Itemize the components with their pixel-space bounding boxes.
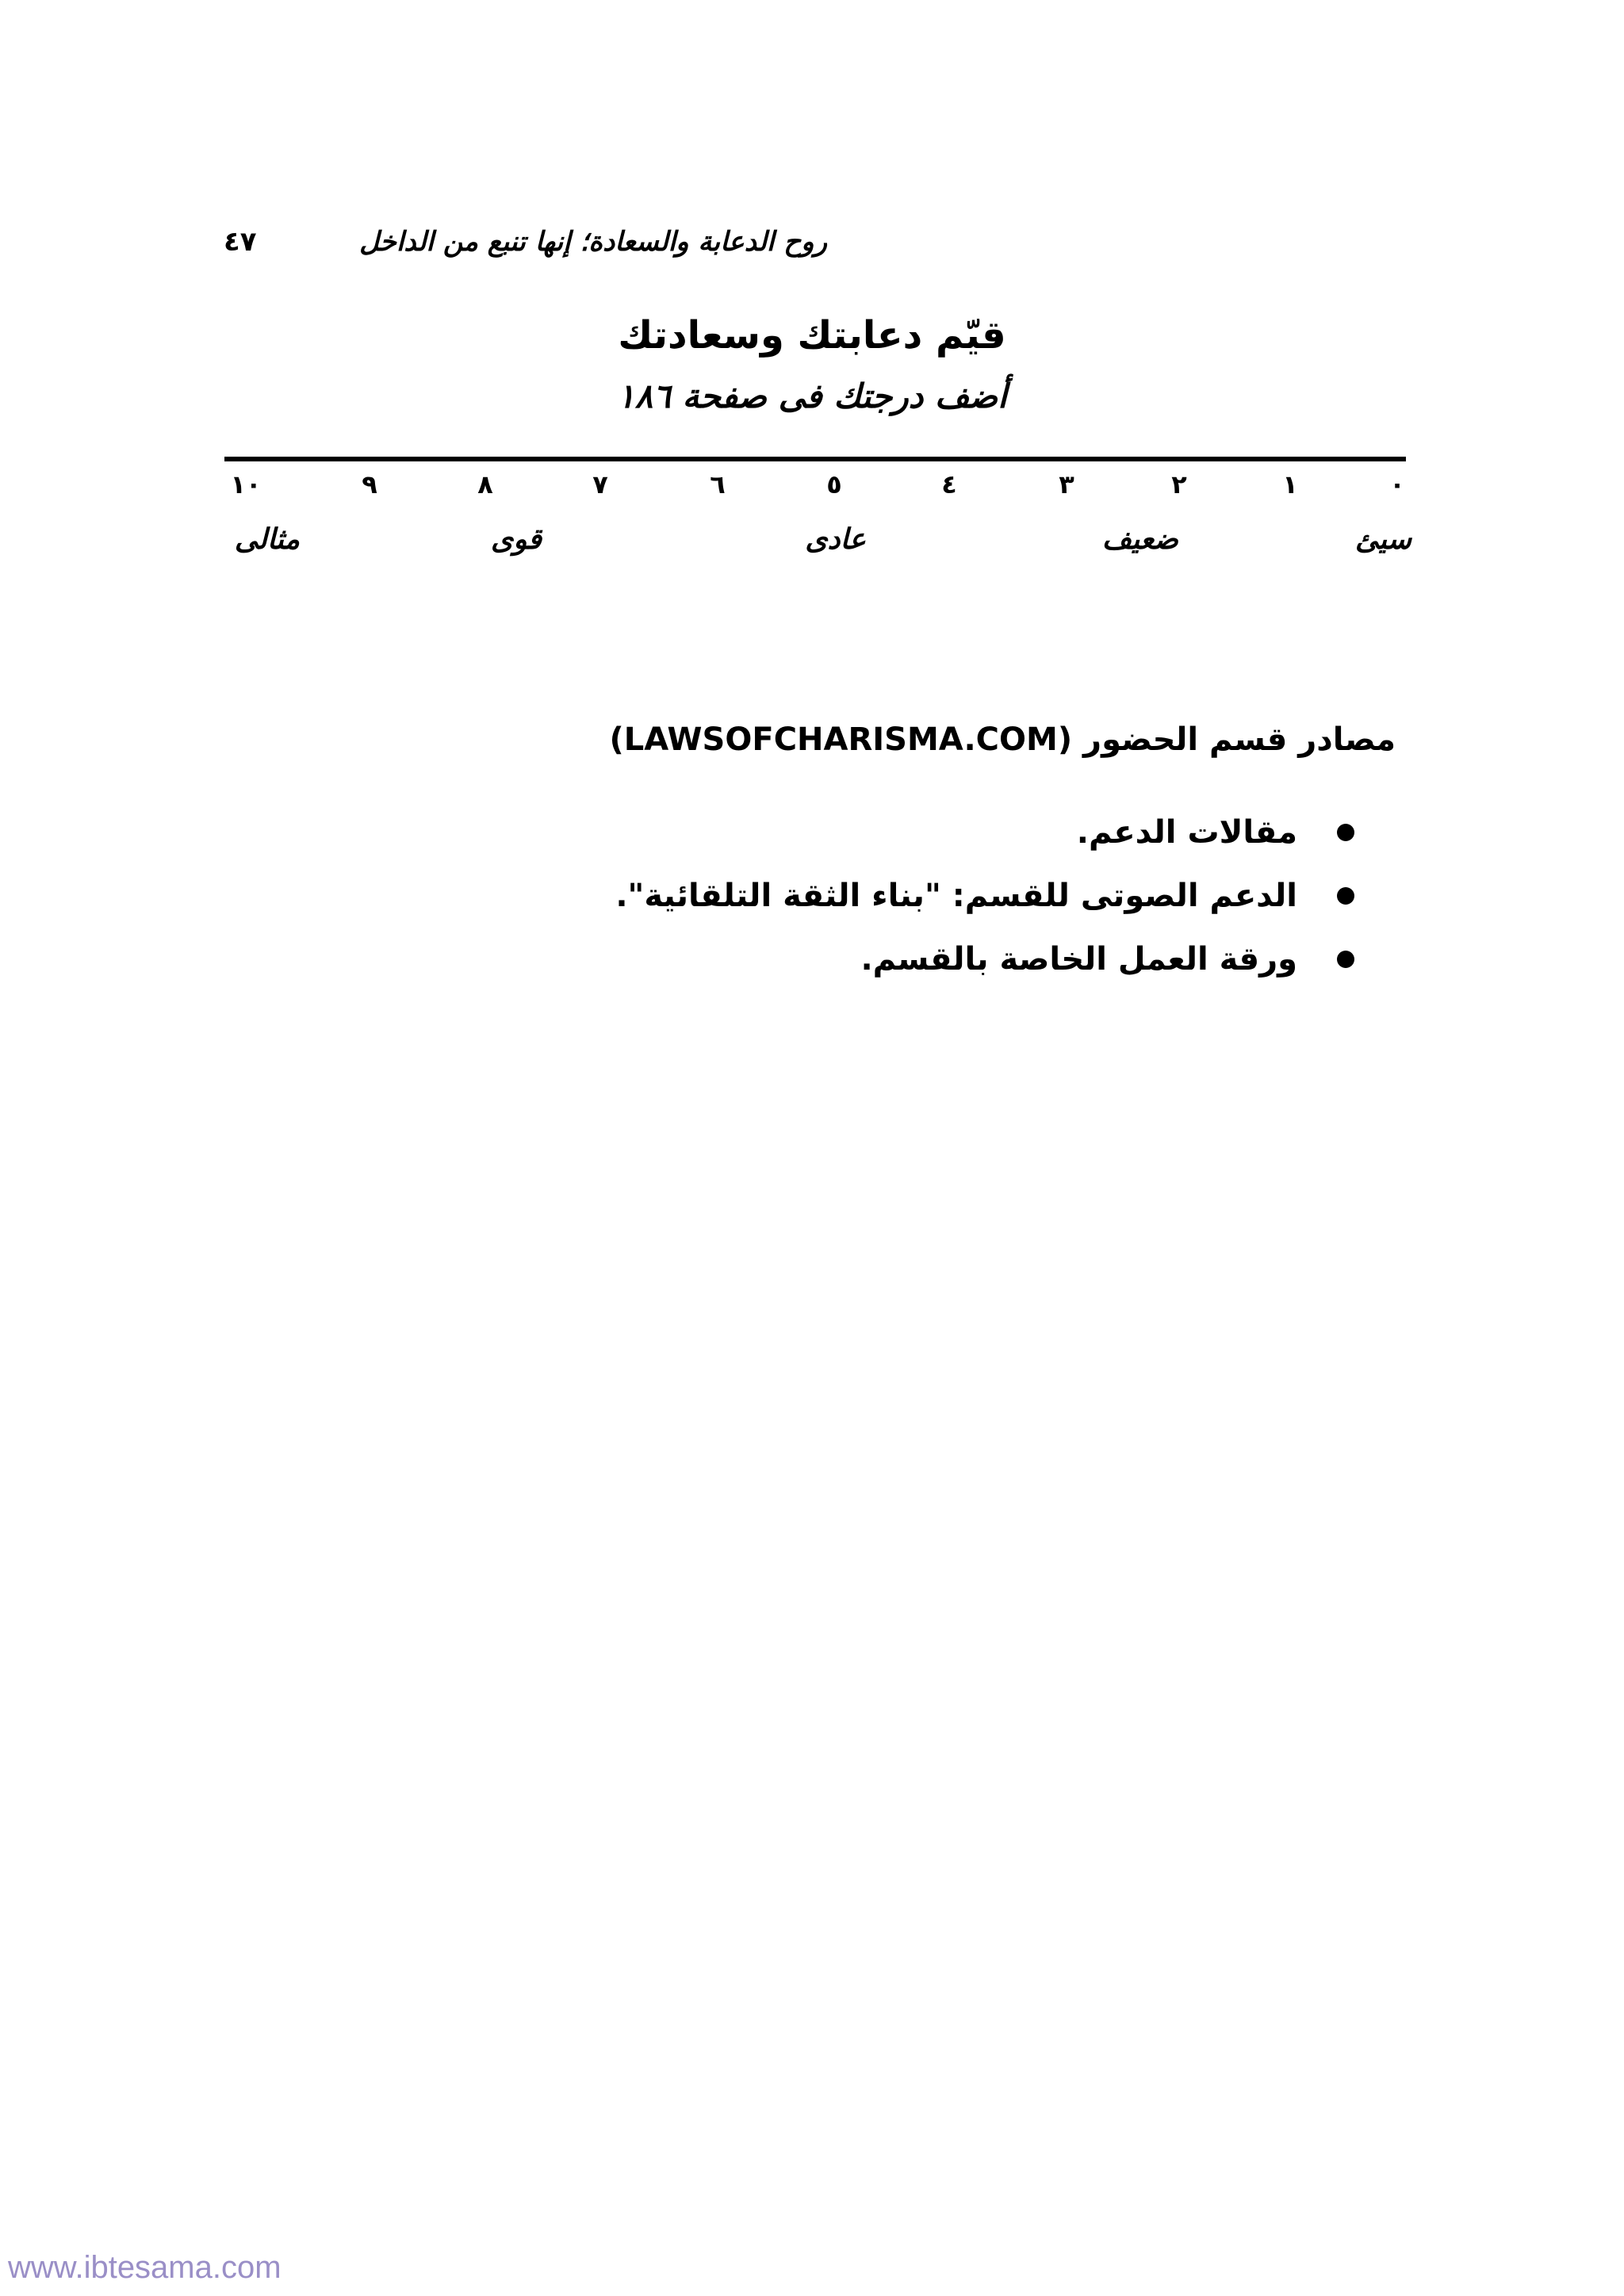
list-item-text: الدعم الصوتى للقسم: "بناء الثقة التلقائية". [615, 878, 1297, 914]
list-item-text: مقالات الدعم. [1076, 814, 1297, 851]
scale-number-3: ٣ [1059, 469, 1074, 499]
scale-number-6: ٦ [710, 469, 726, 499]
footer-watermark-url[interactable]: www.ibtesama.com [8, 2250, 282, 2285]
scale-number-10: ١٠ [230, 469, 262, 499]
scale-number-0: ٠ [1389, 469, 1405, 499]
bullet-icon [1337, 951, 1354, 968]
scale-label-weak: ضعيف [1101, 523, 1178, 556]
scale-label-ideal: مثالى [234, 523, 300, 556]
scale-label-poor: سيئ [1354, 523, 1411, 556]
scale-number-5: ٥ [826, 469, 842, 499]
list-item [615, 864, 1354, 928]
scale-label-normal: عادى [805, 523, 866, 556]
scale-number-4: ٤ [941, 469, 957, 499]
list-item-text: ورقة العمل الخاصة بالقسم. [860, 941, 1297, 978]
scale-number-2: ٢ [1171, 469, 1187, 499]
scale-title: قيّم دعابتك وسعادتك [618, 313, 1006, 358]
resources-heading: مصادر قسم الحضور (LAWSOFCHARISMA.COM) [609, 721, 1396, 758]
scale-number-7: ٧ [592, 469, 608, 499]
scale-label-strong: قوى [491, 523, 542, 556]
bullet-icon [1337, 824, 1354, 841]
page-number: ٤٧ [224, 226, 257, 258]
resources-list [615, 801, 1354, 991]
bullet-icon [1337, 887, 1354, 905]
scale-number-1: ١ [1282, 469, 1298, 499]
scale-number-9: ٩ [362, 469, 377, 499]
running-header-title: روح الدعابة والسعادة؛ إنها تنبع من الداخل [359, 226, 827, 258]
list-item [615, 801, 1354, 864]
list-item [615, 928, 1354, 991]
scale-number-8: ٨ [477, 469, 493, 499]
scale-subtitle: أضف درجتك فى صفحة ١٨٦ [617, 377, 1007, 415]
scale-rule [224, 457, 1406, 461]
